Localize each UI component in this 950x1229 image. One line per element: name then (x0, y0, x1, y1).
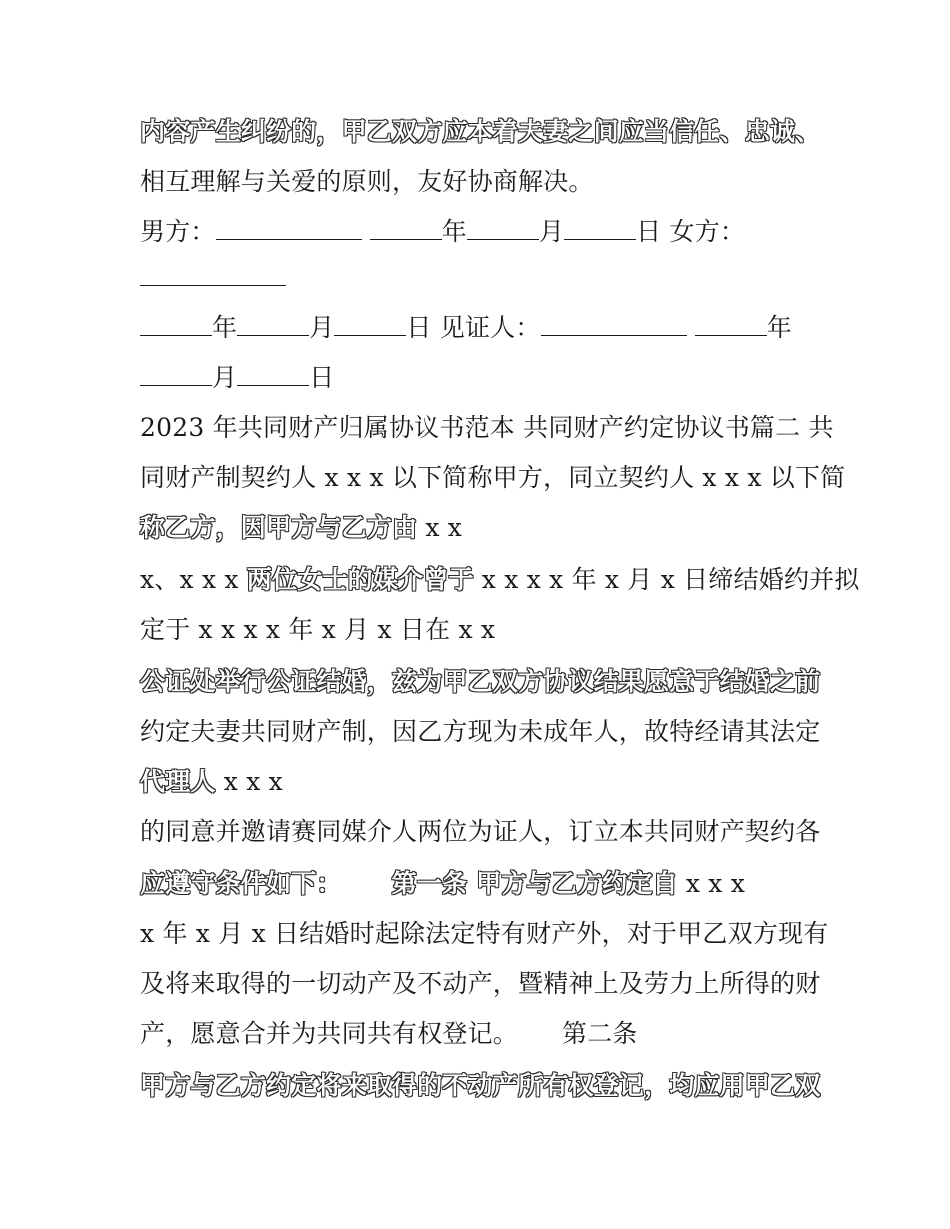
year-label: 年 (441, 217, 467, 246)
text-line-19 (140, 1018, 638, 1050)
blank-day (564, 217, 636, 240)
text-line-16 (140, 868, 745, 900)
month-label: 月 (538, 217, 565, 246)
day-label: 日 (309, 363, 335, 392)
article-one-heading: 第一条 甲方与乙方约定自 (391, 869, 678, 898)
text-segment-stylized: 代理人 (140, 767, 216, 796)
text-line-13: 约定夫妻共同财产制，因乙方现为未成年人，故特经请其法定 (140, 717, 821, 746)
blank-year (140, 313, 212, 336)
year-label: 年 (766, 313, 792, 342)
blank-month (140, 363, 212, 386)
blank-female-name (140, 263, 286, 286)
blank-year (695, 313, 767, 336)
text-line-17: x 年 x 月 x 日结婚时起除法定特有财产外，对于甲乙双方现有 (140, 919, 829, 948)
blank-year (370, 217, 442, 240)
signature-line-witness-date (140, 362, 334, 394)
text-line-18: 及将来取得的一切动产及不动产，暨精神上及劳力上所得的财 (140, 969, 821, 998)
year-label: 年 (212, 313, 238, 342)
signature-line-date-witness (140, 312, 792, 344)
signature-line-male (140, 216, 745, 248)
blank-male-name (216, 217, 362, 240)
text-line-12: 公证处举行公证结婚，兹为甲乙双方协议结果愿意于结婚之前 (140, 667, 821, 696)
text-line-9 (140, 512, 462, 544)
text-segment-plain: x x x (677, 869, 746, 898)
text-segment-plain: x x x (215, 767, 283, 796)
blank-month (467, 217, 539, 240)
text-line-20: 甲方与乙方约定将来取得的不动产所有权登记，均应用甲乙双 (140, 1071, 821, 1100)
blank-witness-name (541, 313, 687, 336)
text-line-11: 定于 x x x x 年 x 月 x 日在 x x (140, 615, 496, 644)
text-line-15: 的同意并邀请赛同媒介人两位为证人，订立本共同财产契约各 (140, 817, 821, 846)
month-label: 月 (212, 363, 238, 392)
day-female-label: 日 女方： (636, 217, 746, 246)
day-witness-label: 日 见证人： (406, 313, 541, 342)
text-line-7: 2023 年共同财产归属协议书范本 共同财产约定协议书篇二 共 (140, 413, 834, 442)
text-line-8: 同财产制契约人 x x x 以下简称甲方，同立契约人 x x x 以下简 (140, 463, 846, 492)
month-label: 月 (309, 313, 335, 342)
text-segment-plain: x、x x x (140, 565, 247, 594)
article-two-heading: 第二条 (562, 1019, 638, 1048)
text-line-10 (140, 564, 860, 596)
blank-day (334, 313, 406, 336)
male-label: 男方： (140, 217, 216, 246)
blank-month (237, 313, 309, 336)
text-segment-stylized: 称乙方，因甲方与乙方由 (140, 513, 418, 542)
text-segment-plain: x x (417, 513, 463, 542)
text-segment-stylized: 应遵守条件如下： (140, 869, 342, 898)
text-segment-stylized: 两位女士的媒介曾于 (246, 565, 474, 594)
text-segment: 产，愿意合并为共同共有权登记。 (140, 1019, 519, 1048)
signature-line-female-blank (140, 262, 286, 294)
text-line-1: 内容产生纠纷的，甲乙双方应本着夫妻之间应当信任、忠诚、 (140, 117, 821, 146)
text-line-2: 相互理解与关爱的原则，友好协商解决。 (140, 167, 594, 196)
blank-day (237, 363, 309, 386)
text-segment-plain: x x x x 年 x 月 x 日缔结婚约并拟 (473, 565, 860, 594)
text-line-14 (140, 766, 283, 798)
